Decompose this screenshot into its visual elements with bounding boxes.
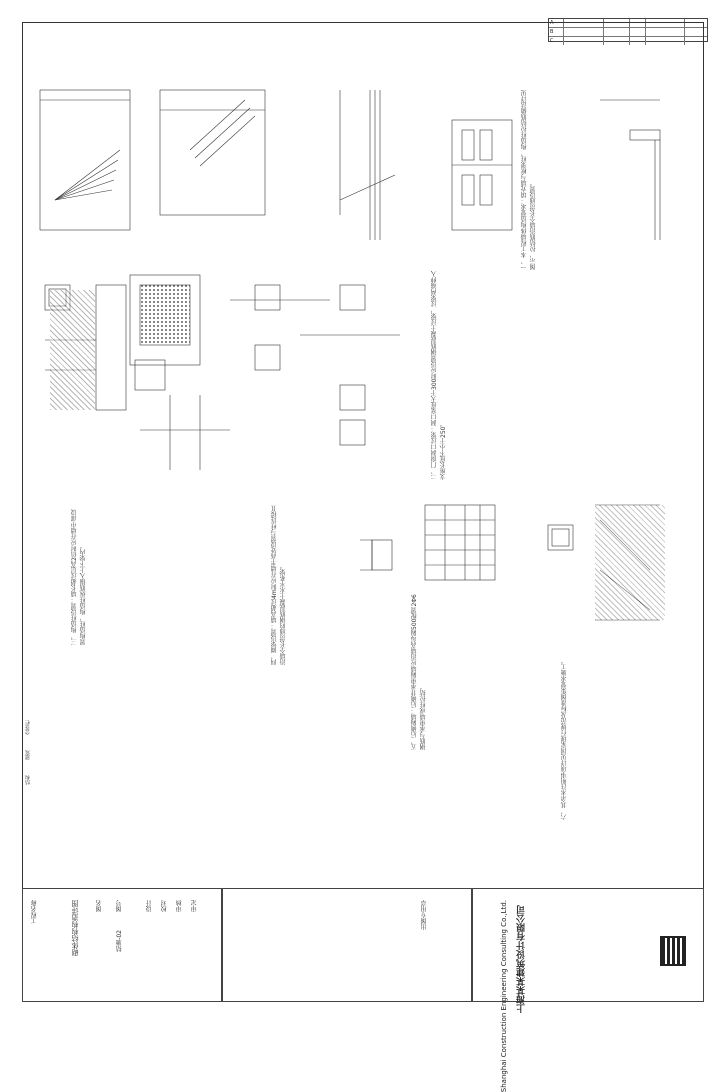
notes-column: 一、本工程墙体构造要求：填充墙与框架柱、构造柱拉结筋做法详见图示，拉结筋沿墙全长贯通设置。 — [521, 90, 537, 270]
drawing-number: 结施-02 — [116, 930, 123, 952]
revision-row: C — [549, 37, 707, 45]
revision-row: A — [549, 19, 707, 28]
margin-label: 建筑 — [25, 750, 31, 760]
company-name-en: Shanghai Construction Engineering Consulting Co.,Ltd. — [500, 900, 508, 1092]
revision-row: B — [549, 28, 707, 37]
column-detail-4 — [340, 285, 365, 310]
margin-label: 结构 — [25, 775, 31, 785]
margin-label: 会签栏 — [25, 720, 31, 735]
notes-column: 四、圈梁设置：墙高超过4m时应在墙半高处设置与柱连接且沿墙全长贯通的钢筋混凝土水平系梁。 — [271, 505, 287, 665]
role-label: 设计 — [146, 900, 153, 912]
role-label: 审核 — [176, 900, 183, 912]
column-detail-3 — [255, 285, 280, 310]
role-label: 审定 — [191, 900, 198, 912]
drawing-label: 图名 — [96, 900, 103, 912]
notes-column: 六、其余未注明事项详见国家现行规范及标准图集要求施工。 — [561, 658, 568, 820]
notes-column: 二、门窗洞口过梁：洞口宽度大于300时应设置钢筋混凝土过梁，过梁两端伸入支座长度不小于250。 — [431, 270, 447, 480]
hatched-wall-1 — [50, 290, 95, 410]
title-block-middle — [222, 888, 472, 1002]
company-name: 上海某某建筑设计有限公司 — [517, 905, 527, 1013]
schedule-table — [425, 505, 495, 580]
role-label: 校对 — [161, 900, 168, 912]
seal-label: 出图专用章 — [421, 900, 428, 930]
hatched-wall-2 — [595, 505, 665, 620]
company-logo-icon — [660, 936, 686, 966]
project-label: 工程名称 — [31, 900, 38, 924]
drawing-title: 砌体结构构造详图 — [71, 900, 79, 956]
detail-frame-1 — [40, 90, 130, 230]
notes-column: 三、构造柱设置：墙长超过层高2倍时应在墙中部设置构造柱，构造柱纵筋锚入上下梁内。 — [71, 509, 87, 645]
drawing-no-label: 图号 — [116, 900, 123, 912]
notes-column: 五、后砌隔墙：后砌非承重隔墙应沿墙高每隔500配置2Φ6钢筋与承重墙或柱拉结。 — [411, 594, 427, 750]
